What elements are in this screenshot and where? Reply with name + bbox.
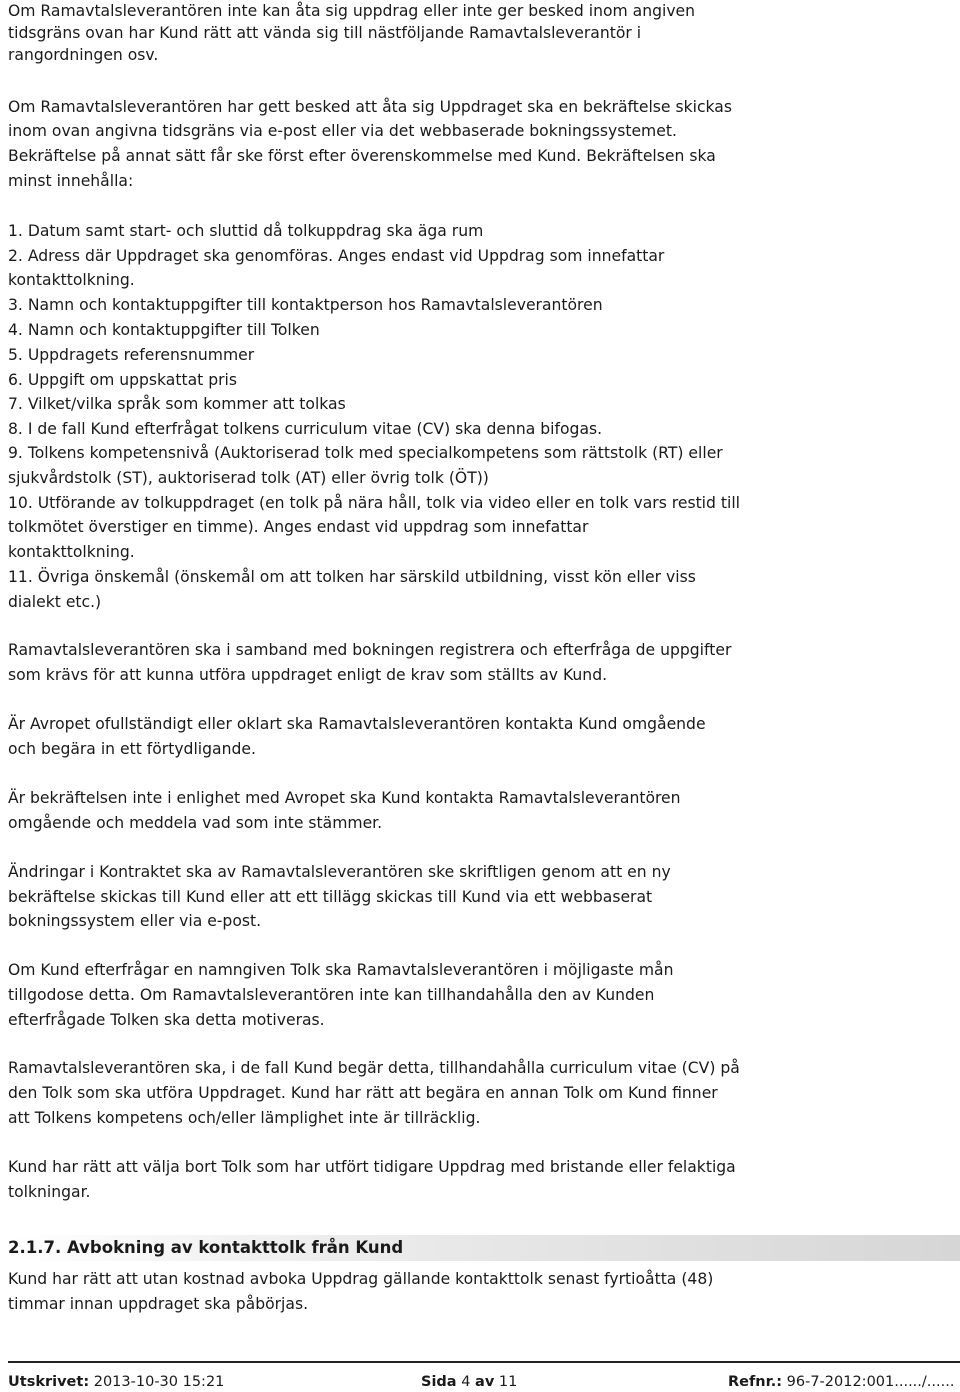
text-line: inom ovan angivna tidsgräns via e-post eller via det webbaserade bokningssystemet. [8, 122, 677, 140]
list-item-continuation: dialekt etc.) [8, 593, 102, 611]
text-line: som krävs för att kunna utföra uppdraget enligt de krav som ställts av Kund. [8, 666, 608, 684]
list-item-continuation: sjukvårdstolk (ST), auktoriserad tolk (AT) eller övrig tolk (ÖT)) [8, 469, 489, 487]
footer-page-number [421, 1372, 517, 1392]
text-line: och begära in ett förtydligande. [8, 740, 256, 758]
footer-reference [728, 1372, 954, 1392]
text-line: Om Ramavtalsleverantören har gett besked att åta sig Uppdraget ska en bekräftelse skickas [8, 98, 732, 116]
footer-rule [8, 1361, 960, 1363]
list-item-continuation: kontakttolkning. [8, 271, 135, 289]
section-body-line: Kund har rätt att utan kostnad avboka Uppdrag gällande kontakttolk senast fyrtioåtta (48) [8, 1270, 714, 1288]
list-item: 11. Övriga önskemål (önskemål om att tolken har särskild utbildning, visst kön eller viss [8, 568, 696, 586]
text-line: Är Avropet ofullständigt eller oklart ska Ramavtalsleverantören kontakta Kund omgående [8, 715, 706, 733]
text-line: Ramavtalsleverantören ska, i de fall Kund begär detta, tillhandahålla curriculum vitae (CV) på [8, 1059, 740, 1077]
footer-page-label: Sida [421, 1374, 457, 1390]
text-line: tolkningar. [8, 1183, 91, 1201]
list-item: 1. Datum samt start- och sluttid då tolkuppdrag ska äga rum [8, 222, 484, 240]
text-line: tillgodose detta. Om Ramavtalsleverantören inte kan tillhandahålla den av Kunden [8, 986, 655, 1004]
text-line: omgående och meddela vad som inte stämmer. [8, 814, 383, 832]
list-item: 4. Namn och kontaktuppgifter till Tolken [8, 321, 320, 339]
footer-printed [8, 1372, 224, 1392]
text-line: efterfrågade Tolken ska detta motiveras. [8, 1011, 325, 1029]
list-item-continuation: tolkmötet överstiger en timme). Anges endast vid uppdrag som innefattar [8, 518, 589, 536]
footer-ref-label: Refnr.: [728, 1374, 783, 1390]
text-line: tidsgräns ovan har Kund rätt att vända sig till nästföljande Ramavtalsleverantör i [8, 24, 642, 42]
section-body-line: timmar innan uppdraget ska påbörjas. [8, 1295, 309, 1313]
text-line: Om Kund efterfrågar en namngiven Tolk ska Ramavtalsleverantören i möjligaste mån [8, 961, 674, 979]
text-line: Bekräftelse på annat sätt får ske först efter överenskommelse med Kund. Bekräftelsen ska [8, 147, 716, 165]
text-line: Ändringar i Kontraktet ska av Ramavtalsleverantören ske skriftligen genom att en ny [8, 863, 671, 881]
footer-printed-value: 2013-10-30 15:21 [93, 1374, 225, 1390]
list-item: 9. Tolkens kompetensnivå (Auktoriserad tolk med specialkompetens som rättstolk (RT) eller [8, 444, 723, 462]
footer-ref-value: 96-7-2012:001....../...... [786, 1374, 955, 1390]
list-item: 8. I de fall Kund efterfrågat tolkens curriculum vitae (CV) ska denna bifogas. [8, 420, 603, 438]
text-line: Är bekräftelsen inte i enlighet med Avropet ska Kund kontakta Ramavtalsleverantören [8, 789, 681, 807]
section-heading: 2.1.7. Avbokning av kontakttolk från Kund [8, 1238, 404, 1257]
list-item: 6. Uppgift om uppskattat pris [8, 371, 237, 389]
text-line: bekräftelse skickas till Kund eller att ett tillägg skickas till Kund via ett webbaserat [8, 888, 653, 906]
list-item: 7. Vilket/vilka språk som kommer att tolkas [8, 395, 346, 413]
list-item: 2. Adress där Uppdraget ska genomföras. Anges endast vid Uppdrag som innefattar [8, 247, 665, 265]
list-item: 10. Utförande av tolkuppdraget (en tolk på nära håll, tolk via video eller en tolk vars restid till [8, 494, 740, 512]
text-line: rangordningen osv. [8, 46, 159, 64]
text-line: Ramavtalsleverantören ska i samband med bokningen registrera och efterfråga de uppgifter [8, 641, 732, 659]
list-item-continuation: kontakttolkning. [8, 543, 135, 561]
text-line: den Tolk som ska utföra Uppdraget. Kund har rätt att begära en annan Tolk om Kund finner [8, 1084, 718, 1102]
list-item: 5. Uppdragets referensnummer [8, 346, 255, 364]
footer-printed-label: Utskrivet: [8, 1374, 90, 1390]
text-line: att Tolkens kompetens och/eller lämplighet inte är tillräcklig. [8, 1109, 481, 1127]
list-item: 3. Namn och kontaktuppgifter till kontaktperson hos Ramavtalsleverantören [8, 296, 603, 314]
footer-page-current: 4 [461, 1374, 471, 1390]
footer-page-total: 11 [498, 1374, 518, 1390]
footer-page-of: av [475, 1374, 495, 1390]
text-line: Kund har rätt att välja bort Tolk som har utfört tidigare Uppdrag med bristande eller felaktiga [8, 1158, 736, 1176]
text-line: Om Ramavtalsleverantören inte kan åta sig uppdrag eller inte ger besked inom angiven [8, 2, 696, 20]
text-line: bokningssystem eller via e-post. [8, 912, 262, 930]
text-line: minst innehålla: [8, 172, 134, 190]
